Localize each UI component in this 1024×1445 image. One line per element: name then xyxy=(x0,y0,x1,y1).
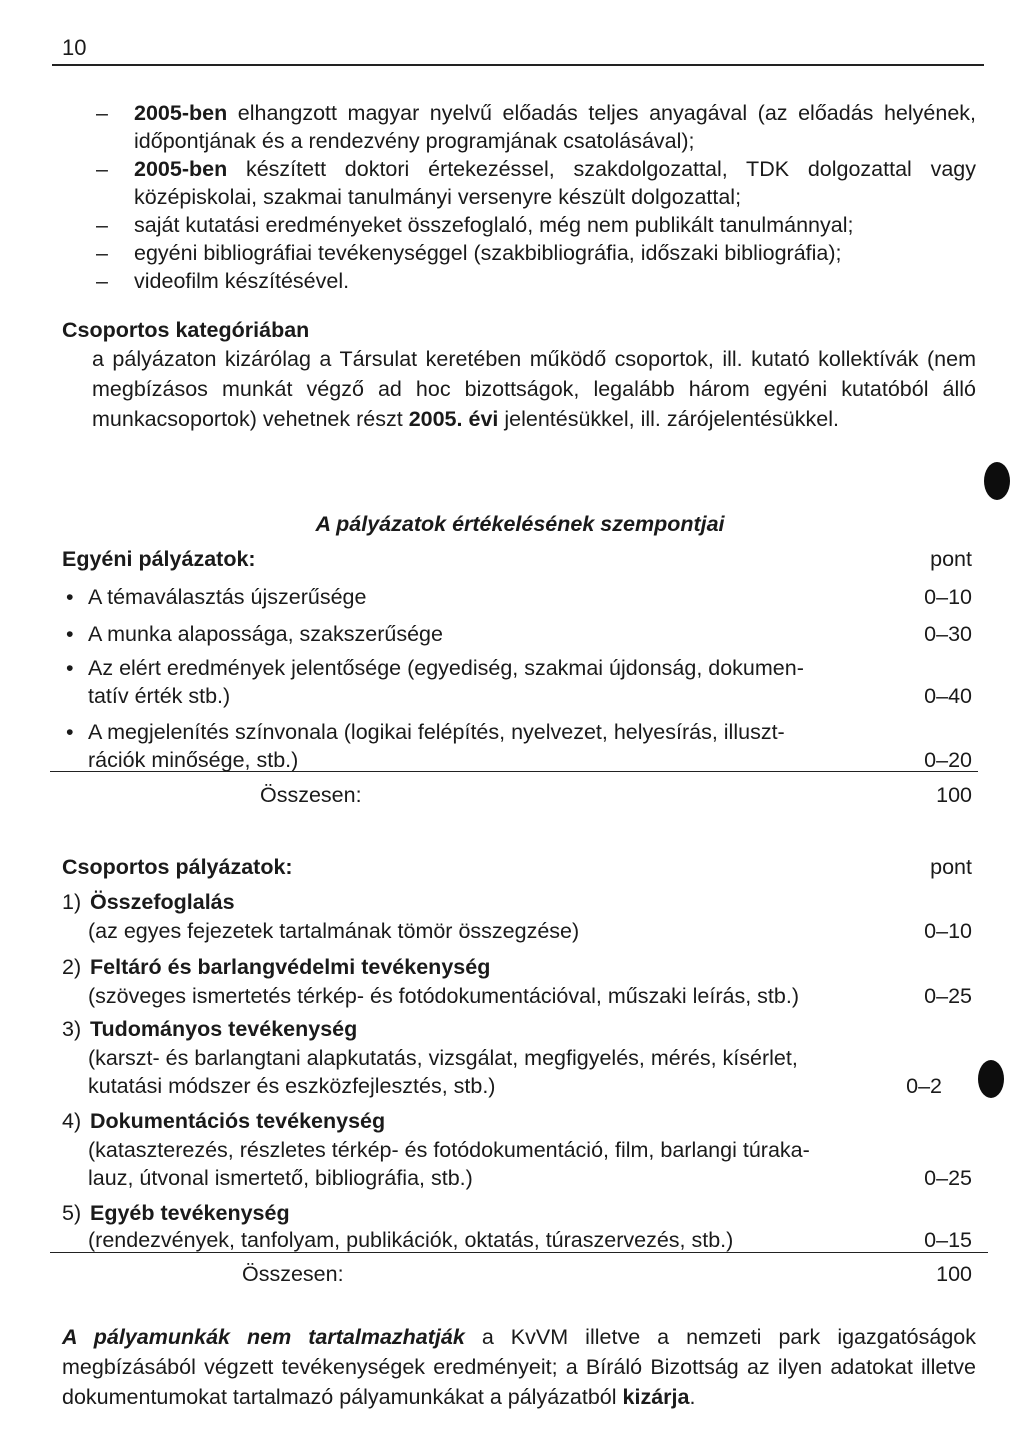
item-number: 2) xyxy=(62,955,82,979)
pont-label: pont xyxy=(930,547,972,571)
criteria-text: Az elért eredmények jelentősége (egyediség, szakmai újdonság, dokumen- xyxy=(88,656,804,680)
criteria-score: 0–20 xyxy=(924,748,972,772)
list-item xyxy=(96,155,976,211)
total-value: 100 xyxy=(936,1262,972,1286)
criteria-score: 0–40 xyxy=(924,684,972,708)
text-segment: jelentésükkel, ill. zárójelentésükkel. xyxy=(498,407,839,431)
evi-bold: évi xyxy=(468,407,499,431)
item-score: 0–15 xyxy=(924,1228,972,1252)
dash-marker: – xyxy=(96,269,108,293)
text-segment: a KvVM illetve a nemzeti park igazgatóságok megbízásából végzett tevékenységek eredményeit; a Bíráló Bizottság az ilyen adatokat illetve dokumentumokat tartalmazó pályamunkákat a pályázatból xyxy=(62,1325,976,1409)
item-description: (rendezvények, tanfolyam, publikációk, oktatás, túraszervezés, stb.) xyxy=(88,1228,734,1252)
item-description: (karszt- és barlangtani alapkutatás, vizsgálat, megfigyelés, mérés, kísérlet, xyxy=(88,1046,798,1070)
total-rule xyxy=(50,1252,988,1253)
closing-bold: kizárja xyxy=(622,1385,690,1409)
list-item xyxy=(96,267,976,295)
list-item xyxy=(96,211,976,239)
item-title: Összefoglalás xyxy=(90,890,235,914)
text-segment: a pályázaton kizárólag a Társulat keretében működő csoportok, ill. kutató kollektívák (nem megbízásos munkát végző ad hoc bizottságok, legalább három egyéni kutatóból álló munkacsoportok) vehetnek részt xyxy=(92,347,976,431)
item-number: 5) xyxy=(62,1201,82,1225)
item-title: Dokumentációs tevékenység xyxy=(90,1109,386,1133)
bullet: • xyxy=(66,622,74,646)
item-description: (szöveges ismertetés térkép- és fotódokumentációval, műszaki leírás, stb.) xyxy=(88,984,799,1008)
group-item xyxy=(62,953,972,1013)
criteria-text: rációk minősége, stb.) xyxy=(88,748,299,772)
group-category-heading: Csoportos kategóriában xyxy=(62,318,310,342)
bullet: • xyxy=(66,585,74,609)
criteria-title: A pályázatok értékelésének szempontjai xyxy=(315,512,725,536)
list-item xyxy=(96,239,976,267)
bullet: • xyxy=(66,656,74,680)
criteria-score: 0–10 xyxy=(924,585,972,609)
bullet: • xyxy=(66,720,74,744)
dash-marker: – xyxy=(96,213,108,237)
dash-marker: – xyxy=(96,101,108,125)
item-description: lauz, útvonal ismertető, bibliográfia, stb.) xyxy=(88,1166,473,1190)
item-description: kutatási módszer és eszközfejlesztés, stb.) xyxy=(88,1074,496,1098)
item-number: 4) xyxy=(62,1109,82,1133)
closing-emphasis: A pályamunkák nem tartalmazhatják xyxy=(62,1325,465,1349)
header-rule xyxy=(52,64,984,66)
item-text: saját kutatási eredményeket összefoglaló, még nem publikált tanulmánnyal; xyxy=(134,213,854,237)
group-item xyxy=(62,888,972,948)
group-item xyxy=(62,1199,972,1259)
item-score: 0–10 xyxy=(924,919,972,943)
item-score: 0–25 xyxy=(924,984,972,1008)
intro-list xyxy=(96,99,976,295)
individual-heading: Egyéni pályázatok: xyxy=(62,547,256,571)
item-number: 1) xyxy=(62,890,82,914)
item-title: Feltáró és barlangvédelmi tevékenység xyxy=(90,955,491,979)
group-item xyxy=(62,1015,972,1105)
punch-hole xyxy=(978,1060,1004,1098)
page-number: 10 xyxy=(62,35,87,60)
year-bold: 2005. xyxy=(408,407,463,431)
item-bold: 2005-ben xyxy=(134,157,228,181)
group-header xyxy=(62,853,972,881)
criteria-row xyxy=(62,654,972,714)
punch-hole xyxy=(984,462,1010,500)
text-segment: . xyxy=(689,1385,696,1409)
item-title: Tudományos tevékenység xyxy=(90,1017,358,1041)
criteria-text: A témaválasztás újszerűsége xyxy=(88,585,367,609)
individual-header xyxy=(62,545,972,573)
total-label: Összesen: xyxy=(260,783,362,807)
item-title: Egyéb tevékenység xyxy=(90,1201,290,1225)
item-description: (az egyes fejezetek tartalmának tömör összegzése) xyxy=(88,919,580,943)
closing-paragraph xyxy=(62,1322,976,1412)
item-text: készített doktori értekezéssel, szakdolgozattal, TDK dolgozattal vagy középiskolai, szakmai tanulmányi versenyre készült dolgozattal; xyxy=(134,157,976,209)
list-item xyxy=(96,99,976,155)
dash-marker: – xyxy=(96,157,108,181)
item-bold: 2005-ben xyxy=(134,101,228,125)
group-category-text xyxy=(92,344,976,434)
item-text: videofilm készítésével. xyxy=(134,269,350,293)
total-label: Összesen: xyxy=(242,1262,344,1286)
item-text: egyéni bibliográfiai tevékenységgel (szakbibliográfia, időszaki bibliográfia); xyxy=(134,241,842,265)
group-heading: Csoportos pályázatok: xyxy=(62,855,293,879)
criteria-text: A munka alapossága, szakszerűsége xyxy=(88,622,443,646)
criteria-score: 0–30 xyxy=(924,622,972,646)
dash-marker: – xyxy=(96,241,108,265)
item-score: 0–25 xyxy=(924,1166,972,1190)
criteria-row xyxy=(62,718,972,778)
group-item xyxy=(62,1107,972,1197)
pont-label: pont xyxy=(930,855,972,879)
total-value: 100 xyxy=(936,783,972,807)
item-score: 0–2 xyxy=(906,1074,942,1098)
item-text: elhangzott magyar nyelvű előadás teljes anyagával (az előadás helyének, időpontjának és a rendezvény programjának csatolásával); xyxy=(134,101,976,153)
item-description: (kataszterezés, részletes térkép- és fotódokumentáció, film, barlangi túraka- xyxy=(88,1138,810,1162)
criteria-text: A megjelenítés színvonala (logikai felépítés, nyelvezet, helyesírás, illuszt- xyxy=(88,720,785,744)
total-rule xyxy=(50,771,978,772)
criteria-text: tatív érték stb.) xyxy=(88,684,231,708)
item-number: 3) xyxy=(62,1017,82,1041)
